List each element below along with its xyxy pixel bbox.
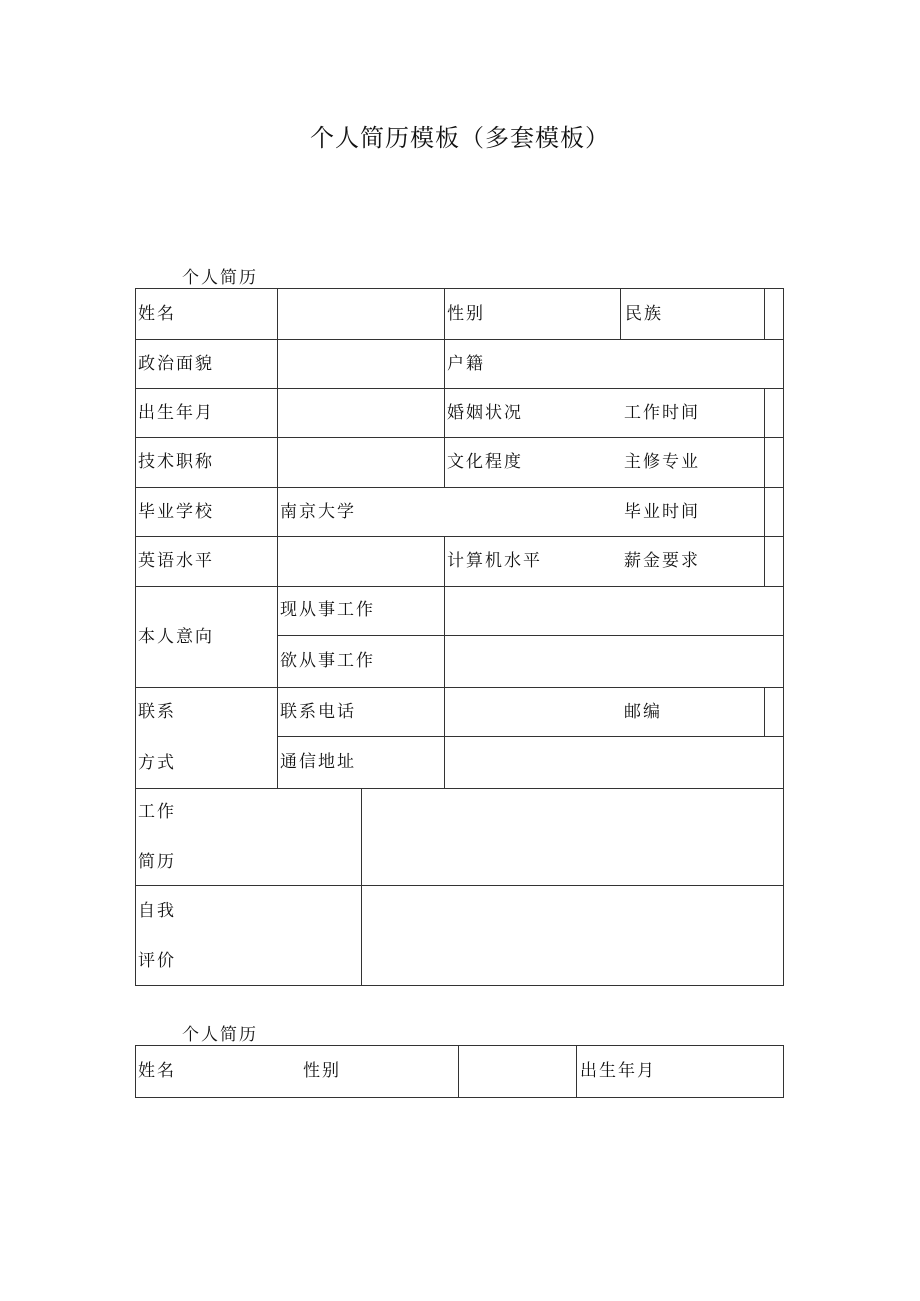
work-history-label-line1: 工作 [138, 802, 176, 822]
table-rule [135, 536, 784, 537]
page-title: 个人简历模板（多套模板） [310, 124, 610, 152]
gender-label-2: 性别 [303, 1061, 341, 1081]
table-rule [135, 687, 784, 688]
school-label: 毕业学校 [138, 502, 214, 522]
technical-title-label: 技术职称 [138, 452, 214, 472]
name-label: 姓名 [138, 304, 176, 324]
postcode-label: 邮编 [624, 702, 662, 722]
salary-requirement-label: 薪金要求 [624, 551, 700, 571]
table-rule [135, 388, 784, 389]
intention-label: 本人意向 [138, 627, 214, 647]
name-label-2: 姓名 [138, 1061, 176, 1081]
table-rule [135, 487, 784, 488]
table-rule [764, 388, 765, 586]
political-status-label: 政治面貌 [138, 354, 214, 374]
self-eval-label-line2: 评价 [138, 951, 176, 971]
table-rule [361, 788, 362, 986]
current-work-label: 现从事工作 [280, 600, 375, 620]
table-rule [444, 536, 445, 788]
table-rule [576, 1045, 577, 1098]
english-level-label: 英语水平 [138, 551, 214, 571]
gender-label: 性别 [447, 304, 485, 324]
resume-table-2 [135, 1045, 784, 1098]
computer-level-label: 计算机水平 [447, 551, 542, 571]
resume-caption-2: 个人简历 [182, 1025, 258, 1045]
table-rule [764, 288, 765, 339]
graduation-time-label: 毕业时间 [624, 502, 700, 522]
table-rule [458, 1045, 459, 1098]
desired-work-label: 欲从事工作 [280, 651, 375, 671]
table-rule [135, 437, 784, 438]
table-rule [135, 788, 784, 789]
table-rule [277, 635, 784, 636]
birth-date-label: 出生年月 [138, 403, 214, 423]
contact-label-line2: 方式 [138, 753, 176, 773]
education-level-label: 文化程度 [447, 452, 523, 472]
major-label: 主修专业 [624, 452, 700, 472]
work-history-label-line2: 简历 [138, 852, 176, 872]
resume-caption-1: 个人简历 [182, 268, 258, 288]
table-rule [135, 586, 784, 587]
table-rule [135, 885, 784, 886]
table-rule [764, 687, 765, 736]
table-rule [620, 288, 621, 339]
household-label: 户籍 [447, 354, 485, 374]
address-label: 通信地址 [280, 752, 356, 772]
birth-date-label-2: 出生年月 [580, 1061, 656, 1081]
table-rule [277, 288, 278, 788]
marital-status-label: 婚姻状况 [447, 403, 523, 423]
resume-table-1 [135, 288, 784, 986]
table-rule [135, 339, 784, 340]
table-rule [444, 288, 445, 487]
ethnicity-label: 民族 [625, 304, 663, 324]
work-time-label: 工作时间 [624, 403, 700, 423]
self-eval-label-line1: 自我 [138, 901, 176, 921]
school-value: 南京大学 [280, 502, 356, 522]
phone-label: 联系电话 [280, 702, 356, 722]
table-rule [277, 736, 784, 737]
contact-label-line1: 联系 [138, 702, 176, 722]
